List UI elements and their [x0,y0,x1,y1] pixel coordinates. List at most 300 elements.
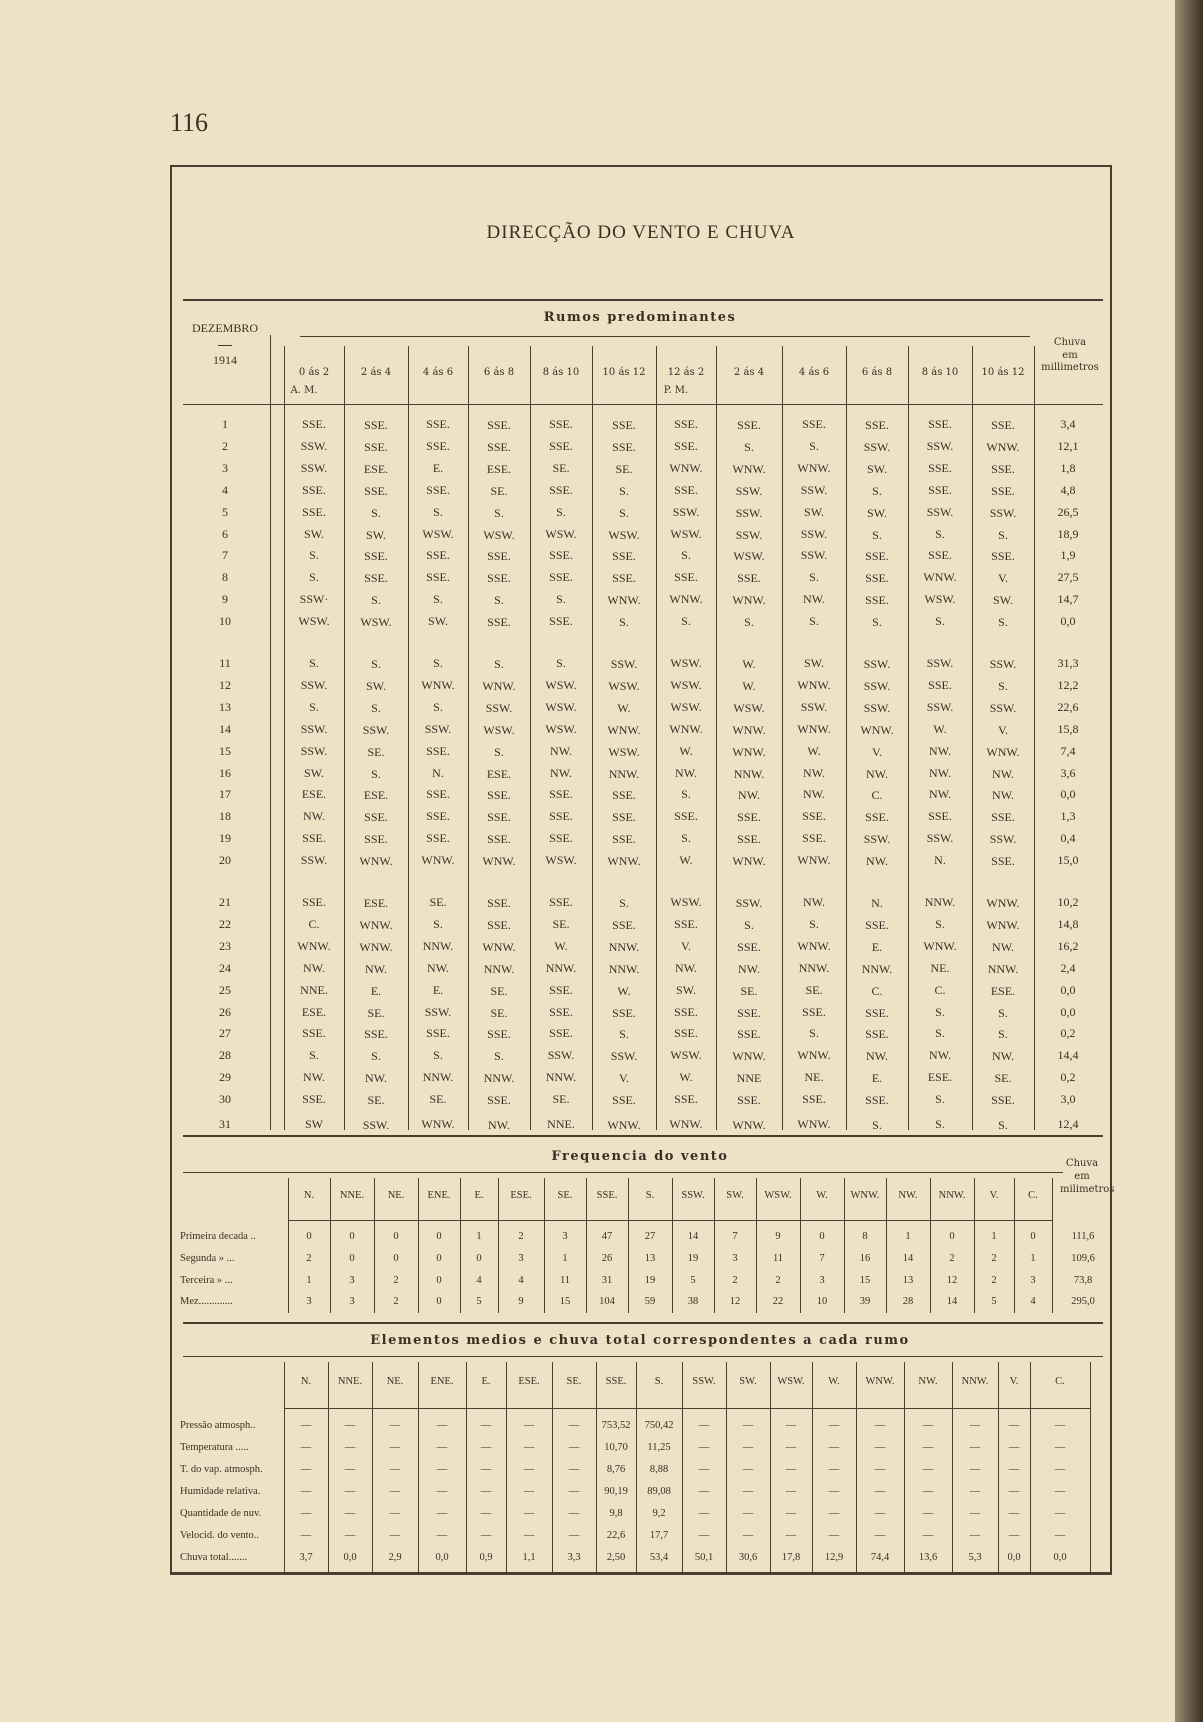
wind-direction: SSW. [735,527,763,542]
elem-value: — [480,1530,492,1541]
elem-row-label: Quantidade de nuv. [180,1508,262,1519]
wind-direction: S. [309,656,319,670]
top-rule [183,299,1103,301]
wind-direction: SW. [428,614,448,629]
elem-value: — [568,1530,580,1541]
wind-direction: SSW. [362,1118,390,1132]
freq-value: 3 [819,1275,825,1286]
freq-col-header: E. [474,1190,484,1201]
elem-value: — [480,1464,492,1475]
wind-direction: SSE. [612,917,636,932]
wind-direction: SSE. [426,548,450,563]
wind-direction: SSW. [863,832,891,847]
freq-column-rule [374,1178,375,1313]
page-title: DIRECÇÃO DO VENTO E CHUVA [486,222,796,243]
wind-direction: SSE. [302,482,326,497]
wind-direction: S. [744,439,754,454]
freq-value: 12 [729,1296,741,1307]
wind-direction: S. [872,615,882,630]
wind-direction: SE. [367,744,385,759]
wind-direction: SSE. [487,810,511,825]
freq-value: 7 [819,1253,825,1264]
wind-direction: WSW. [545,526,577,541]
wind-direction: SSW. [547,1048,575,1063]
wind-direction: WNW. [669,721,703,736]
group-header: Rumos predominantes [543,310,737,325]
wind-direction: S. [998,615,1008,630]
wind-direction: WNW. [986,896,1020,910]
rain-value: 15,8 [1057,721,1079,736]
wind-direction: S. [681,787,691,802]
wind-direction: SE. [740,983,758,998]
wind-direction: SSW. [989,700,1017,715]
elem-col-header: C. [1055,1376,1065,1387]
day-number: 15 [219,743,231,758]
wind-direction: S. [433,1048,443,1063]
wind-direction: SSW. [926,504,954,519]
elem-value: — [480,1508,492,1519]
wind-direction: NW. [365,961,387,976]
wind-direction: S. [744,615,754,630]
day-number: 21 [219,895,231,909]
freq-bottom-rule [183,1322,1103,1324]
day-number: 14 [219,721,231,736]
freq-value: 104 [599,1296,615,1307]
wind-direction: SW. [304,526,324,541]
freq-col-header: S. [645,1190,655,1201]
wind-direction: SSE. [737,1027,761,1042]
elem-value: — [828,1464,840,1475]
wind-direction: S. [681,548,691,563]
freq-value: 9 [775,1231,781,1242]
month-dash [218,345,232,346]
freq-value: 26 [601,1253,613,1264]
elem-value: 5,3 [968,1552,982,1563]
elem-value: — [698,1508,710,1519]
day-number: 16 [219,765,231,780]
elem-row-label: Humidade relativa. [180,1486,261,1497]
elem-value: 753,52 [601,1420,631,1431]
wind-direction: SSW. [926,438,954,453]
elem-value: — [969,1420,981,1431]
elem-value: — [300,1486,312,1497]
wind-direction: SSW. [989,505,1017,520]
elem-value: 12,9 [824,1552,844,1563]
wind-direction: SSE. [802,809,826,824]
wind-direction: SSE. [487,1093,511,1108]
wind-direction: WSW. [608,527,640,542]
freq-value: 4 [476,1275,482,1286]
freq-value: 0 [1030,1231,1036,1242]
wind-direction: SSE. [802,831,826,846]
elem-value: — [1054,1508,1066,1519]
elem-value: — [785,1530,797,1541]
wind-direction: WSW. [545,721,577,736]
wind-direction: WNW. [732,593,766,608]
freq-column-rule [844,1178,845,1313]
wind-direction: NW. [550,765,572,780]
elem-value: 11,25 [647,1442,671,1453]
elem-value: — [828,1508,840,1519]
elem-value: — [874,1508,886,1519]
freq-column-rule [586,1178,587,1313]
wind-direction: SSE. [364,810,388,825]
wind-direction: WNW. [359,939,393,954]
elem-value: — [568,1464,580,1475]
wind-direction: WSW. [670,526,702,541]
freq-value: 9 [518,1296,524,1307]
freq-value: 11 [559,1275,571,1286]
wind-direction: WNW. [923,570,957,585]
elem-value: — [344,1508,356,1519]
rain-value: 2,4 [1060,960,1076,975]
wind-direction: S. [935,1092,945,1107]
elem-col-header: N. [300,1376,312,1387]
wind-direction: NW. [303,960,325,975]
wind-direction: SSE. [612,810,636,825]
wind-direction: NW. [803,895,825,909]
elem-value: — [1054,1442,1066,1453]
elem-value: — [698,1420,710,1431]
rain-value: 0,0 [1060,982,1076,997]
wind-direction: E. [871,1071,883,1086]
wind-direction: NE. [804,1070,824,1085]
freq-column-rule [714,1178,715,1313]
wind-direction: S. [371,700,381,715]
wind-direction: SSE. [302,1092,326,1107]
elem-value: — [874,1530,886,1541]
wind-direction: NE. [930,960,950,975]
wind-direction: SW. [804,504,824,519]
period-header: 12 ás 2 [667,367,705,378]
wind-direction: NNW. [483,1071,515,1086]
freq-value: 0 [476,1253,482,1264]
freq-value: 3 [349,1296,355,1307]
elem-value: — [1008,1530,1020,1541]
freq-value: 15 [859,1275,871,1286]
elem-col-header: WSW. [777,1376,805,1387]
wind-direction: SSE. [612,1005,636,1020]
elem-value: — [436,1486,448,1497]
rain-value: 15,0 [1057,853,1079,868]
freq-col-header: V. [989,1190,999,1201]
freq-col-header: NW. [898,1190,918,1201]
wind-direction: SSW. [735,483,763,498]
wind-direction: SSE. [674,1026,698,1041]
freq-col-header: W. [816,1190,828,1201]
wind-direction: SSE. [487,549,511,564]
wind-direction: WNW. [607,854,641,869]
wind-direction: NNW. [798,960,830,975]
wind-direction: SSW. [735,505,763,520]
wind-direction: NW. [803,765,825,780]
freq-col-header: C. [1028,1190,1038,1201]
elem-value: — [436,1442,448,1453]
elem-value: — [1054,1420,1066,1431]
wind-direction: WNW. [797,677,831,692]
elem-value: — [698,1530,710,1541]
period-header: 2 ás 4 [733,367,765,378]
year-label: 1914 [213,353,237,367]
day-number: 17 [219,787,231,802]
wind-direction: WNW. [297,938,331,953]
freq-value: 47 [601,1231,613,1242]
elem-col-header: ESE. [518,1376,540,1387]
wind-direction: SSE. [991,1093,1015,1108]
wind-direction: SSE. [426,1026,450,1041]
wind-direction: WSW. [360,615,392,630]
freq-value: 7 [732,1231,738,1242]
wind-direction: S. [309,1048,319,1063]
elem-value: — [344,1486,356,1497]
freq-value: 14 [946,1296,958,1307]
group-underline [300,336,1030,337]
wind-direction: SSE. [302,417,326,431]
wind-direction: NW. [992,788,1014,803]
wind-direction: ESE. [301,787,327,802]
freq-value: 1 [306,1275,312,1286]
freq-value: 0 [393,1231,399,1242]
wind-direction: SSE. [487,1027,511,1042]
wind-direction: SSE. [364,418,388,432]
wind-direction: SW. [366,527,386,542]
elem-value: — [698,1442,710,1453]
freq-value: 1 [1030,1253,1036,1264]
day-number: 4 [222,482,228,497]
freq-value: 0 [349,1231,355,1242]
freq-value: 22 [772,1296,784,1307]
freq-value: 2 [991,1253,997,1264]
elem-value: — [742,1486,754,1497]
wind-direction: SSE. [549,548,573,563]
elem-value: — [523,1442,535,1453]
period-header: 6 ás 8 [483,367,515,378]
freq-rain-value: 109,6 [1071,1253,1095,1264]
wind-direction: SE. [552,916,570,931]
elem-col-header: SE. [566,1376,582,1387]
wind-direction: WSW. [483,527,515,542]
freq-value: 2 [732,1275,738,1286]
wind-direction: WNW. [923,938,957,953]
elem-row-label: Temperatura ..... [180,1442,249,1453]
elem-col-header: E. [481,1376,491,1387]
elem-value: — [742,1420,754,1431]
freq-value: 0 [436,1253,442,1264]
day-number: 28 [219,1048,231,1063]
rain-value: 27,5 [1057,570,1079,585]
wind-direction: WNW. [482,678,516,693]
wind-direction: SSW. [926,699,954,714]
wind-direction: SW. [804,656,824,670]
wind-direction: NNE [736,1071,762,1086]
wind-direction: SSW. [989,832,1017,847]
wind-direction: SSE. [674,482,698,497]
elem-value: — [568,1508,580,1519]
wind-direction: SSW. [863,700,891,715]
wind-direction: W. [933,721,947,736]
wind-direction: S. [494,1049,504,1064]
wind-direction: WSW. [298,614,330,629]
wind-direction: S. [998,527,1008,542]
wind-direction: S. [433,656,443,670]
wind-direction: S. [494,505,504,520]
freq-value: 27 [644,1231,656,1242]
wind-direction: SSE. [487,917,511,932]
wind-direction: WSW. [422,526,454,541]
wind-direction: SSE. [865,1005,889,1020]
freq-rain-header: em [1074,1171,1090,1182]
elem-row-label: T. do vap. atmosph. [180,1464,263,1475]
elem-value: — [480,1420,492,1431]
wind-direction: WNW. [797,721,831,736]
freq-col-header: ENE. [427,1190,451,1201]
elem-value: 17,7 [649,1530,669,1541]
wind-direction: SSE. [991,810,1015,825]
wind-direction: S. [433,592,443,607]
wind-direction: WNW. [986,439,1020,454]
wind-direction: SSE. [549,438,573,453]
elem-header-rule [284,1408,1090,1409]
wind-direction: WSW. [483,722,515,737]
day-number: 27 [219,1026,231,1041]
freq-value: 11 [772,1253,784,1264]
wind-direction: V. [997,571,1009,586]
wind-direction: NW. [803,787,825,802]
wind-direction: S. [619,505,629,520]
rain-value: 26,5 [1057,504,1079,519]
wind-direction: SW [305,1117,323,1131]
wind-direction: ESE. [990,983,1016,998]
freq-col-header: ESE. [510,1190,532,1201]
wind-direction: SSE. [612,571,636,586]
freq-value: 0 [436,1275,442,1286]
freq-column-rule [418,1178,419,1313]
elem-value: — [785,1464,797,1475]
wind-direction: WNW. [482,939,516,954]
elem-value: — [300,1420,312,1431]
wind-direction: NNW. [545,960,577,975]
wind-direction: NNW. [924,895,956,909]
wind-direction: SSE. [302,1026,326,1041]
wind-direction: NW. [992,1049,1014,1064]
wind-direction: E. [370,983,382,998]
wind-direction: SSW. [610,1049,638,1064]
wind-direction: W. [617,700,631,715]
elem-value: — [785,1508,797,1519]
elem-value: 2,50 [606,1552,626,1563]
elem-value: — [742,1508,754,1519]
wind-direction: SSE. [549,1004,573,1019]
freq-value: 3 [306,1296,312,1307]
wind-direction: SSE. [302,831,326,846]
wind-direction: S. [998,1005,1008,1020]
elem-col-header: ENE. [430,1376,454,1387]
wind-direction: WNW. [732,722,766,737]
elem-value: — [436,1420,448,1431]
wind-direction: W. [742,678,756,693]
elem-value: — [785,1486,797,1497]
rain-value: 7,4 [1060,743,1076,758]
wind-direction: W. [617,983,631,998]
freq-value: 0 [949,1231,955,1242]
wind-direction: SSE. [612,418,636,432]
day-number: 25 [219,982,231,997]
elem-value: — [785,1442,797,1453]
wind-direction: SSE. [549,982,573,997]
freq-value: 3 [562,1231,568,1242]
wind-direction: SSW. [610,657,638,671]
wind-direction: SSW. [300,743,328,758]
elem-bottom-rule [170,1572,1112,1574]
wind-direction: NW. [738,788,760,803]
wind-direction: WNW. [732,744,766,759]
rain-value: 18,9 [1057,526,1079,541]
wind-direction: C. [308,916,320,931]
wind-direction: SSW. [672,504,700,519]
wind-direction: SSW. [800,482,828,497]
elem-row-label: Pressão atmosph.. [180,1420,256,1431]
wind-direction: SSE. [865,571,889,586]
wind-direction: SSE. [928,482,952,497]
wind-direction: WSW. [670,677,702,692]
rain-value: 0,0 [1060,787,1076,802]
wind-direction: SSE. [549,417,573,431]
wind-direction: SSE. [674,570,698,585]
freq-value: 0 [349,1253,355,1264]
day-number: 26 [219,1004,231,1019]
freq-value: 16 [859,1253,871,1264]
elem-value: 3,7 [299,1552,313,1563]
elem-col-header: SW. [739,1376,757,1387]
wind-direction: W. [807,743,821,758]
wind-direction: S. [494,744,504,759]
wind-direction: SSW. [424,721,452,736]
wind-direction: SW. [867,461,887,476]
freq-col-header: SW. [726,1190,744,1201]
wind-direction: V. [680,938,692,953]
wind-direction: S. [872,483,882,498]
wind-direction: NW. [992,766,1014,781]
elem-col-header: SSE. [605,1376,627,1387]
elem-value: — [874,1486,886,1497]
wind-direction: SSE. [674,1004,698,1019]
elem-value: 3,3 [567,1552,581,1563]
freq-value: 8 [862,1231,868,1242]
wind-direction: S. [935,1004,945,1019]
wind-direction: WNW. [797,1117,831,1131]
wind-direction: SSE. [928,809,952,824]
wind-direction: S. [309,548,319,563]
rain-value: 12,1 [1057,438,1079,453]
wind-direction: WNW. [482,854,516,869]
elem-value: — [969,1486,981,1497]
wind-direction: S. [433,916,443,931]
month-label: DEZEMBRO [192,321,258,335]
wind-direction: SW. [867,505,887,520]
day-number: 6 [222,526,228,541]
elem-value: 9,8 [609,1508,623,1519]
day-number: 30 [219,1092,231,1107]
wind-direction: E. [432,982,444,997]
elem-value: 0,0 [1007,1552,1021,1563]
wind-direction: S. [619,483,629,498]
wind-direction: SSE. [549,570,573,585]
wind-direction: NW. [550,743,572,758]
elem-value: 90,19 [604,1486,628,1497]
wind-direction: SSE. [865,917,889,932]
wind-direction: SSW. [989,657,1017,671]
wind-direction: V. [997,722,1009,737]
